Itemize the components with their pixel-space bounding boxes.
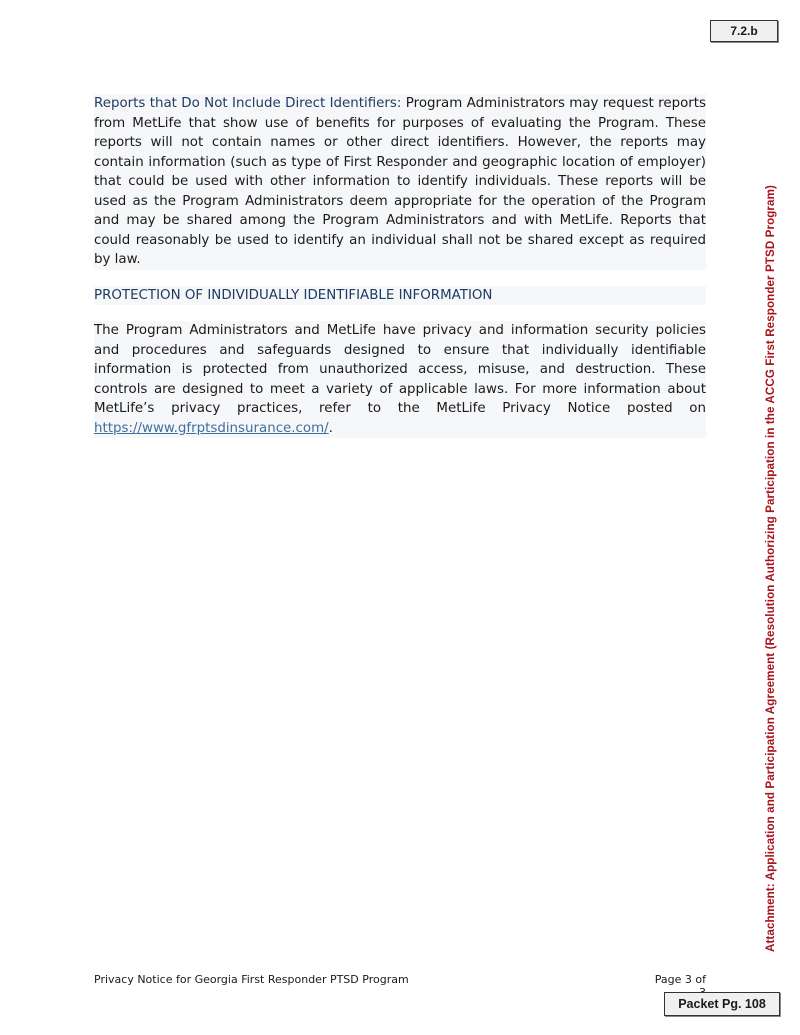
protection-heading: PROTECTION OF INDIVIDUALLY IDENTIFIABLE INFORMATION xyxy=(94,286,706,306)
footer-page-number: Page 3 of xyxy=(654,973,706,986)
protection-end: . xyxy=(328,420,333,436)
footer-document-title: Privacy Notice for Georgia First Responder PTSD Program xyxy=(94,973,409,986)
protection-paragraph xyxy=(94,321,706,438)
protection-text: The Program Administrators and MetLife have privacy and information security policies and procedures and safeguards designed to ensure that individually identifiable information is protected from unauthorized access, misuse, and destruction. These controls are designed to meet a variety of applicable laws. For more information about MetLife’s privacy practices, refer to the MetLife Privacy Notice posted on xyxy=(94,323,706,416)
privacy-notice-link[interactable]: https://www.gfrptsdinsurance.com/ xyxy=(94,420,329,436)
reports-text: Program Administrators may request reports from MetLife that show use of benefits for purposes of evaluating the Program. These reports will not contain names or other direct identifiers. However, the reports may contain information (such as type of First Responder and geographic location of employer) that could be used with other information to identify individuals. These reports will be used as the Program Administrators deem appropriate for the operation of the Program and may be shared among the Program Administrators and with MetLife. Reports that could reasonably be used to identify an individual shall not be shared except as required by law. xyxy=(94,96,706,267)
document-body xyxy=(94,94,706,438)
attachment-side-title: Attachment: Application and Participation Agreement (Resolution Authorizing Participation in the ACCG First Responder PTSD Program) xyxy=(764,185,777,952)
agenda-item-tag-text: 7.2.b xyxy=(730,24,758,38)
packet-page-box xyxy=(664,992,780,1016)
reports-paragraph xyxy=(94,94,706,270)
agenda-item-tag xyxy=(710,20,778,42)
reports-lead-in: Reports that Do Not Include Direct Identifiers: xyxy=(94,96,402,111)
packet-page-text: Packet Pg. 108 xyxy=(678,997,766,1011)
